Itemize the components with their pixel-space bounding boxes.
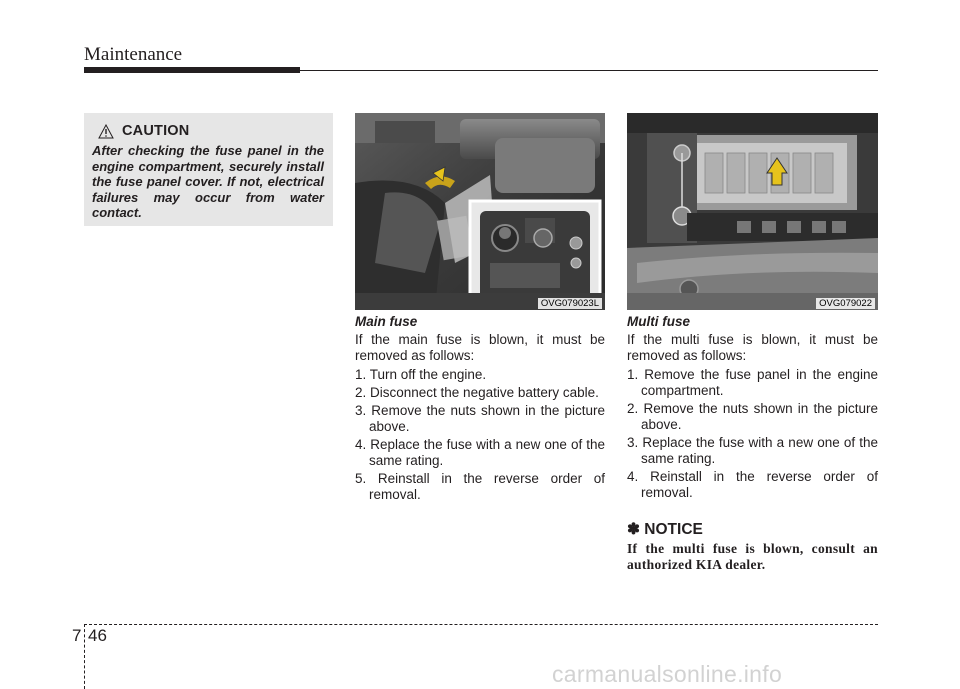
- caution-box: [84, 113, 333, 226]
- main-fuse-photo-caption: OVG079023L: [538, 298, 602, 309]
- main-fuse-steps: [355, 367, 605, 503]
- footer-rule: [84, 624, 878, 625]
- chapter-number: 7: [72, 626, 82, 645]
- header-bar: [84, 67, 300, 73]
- engine-compartment-image: [355, 113, 605, 310]
- page-section-title: Maintenance: [84, 44, 183, 65]
- list-item: 1. Turn off the engine.: [355, 367, 487, 382]
- multi-fuse-steps: [627, 367, 878, 501]
- footer-divider: [84, 624, 85, 689]
- multi-fuse-photo: [627, 113, 878, 310]
- multi-fuse-title: Multi fuse: [627, 314, 690, 329]
- caution-header: [98, 121, 324, 141]
- fuse-panel-image: [627, 113, 878, 310]
- list-item: 5. Reinstall in the reverse order of removal.: [355, 471, 605, 502]
- multi-fuse-photo-caption: OVG079022: [816, 298, 875, 309]
- notice-title: ✽ NOTICE: [627, 521, 703, 538]
- header-rule: [300, 70, 878, 71]
- caution-title: CAUTION: [122, 123, 190, 139]
- warning-triangle-icon: [98, 124, 114, 139]
- list-item: 1. Remove the fuse panel in the engine compartment.: [627, 367, 878, 398]
- list-item: 3. Remove the nuts shown in the picture above.: [355, 403, 605, 434]
- main-fuse-photo: [355, 113, 605, 310]
- multi-fuse-section: [627, 314, 878, 573]
- watermark: carmanualsonline.info: [552, 661, 783, 687]
- notice-text: If the multi fuse is blown, consult an authorized KIA dealer.: [627, 541, 878, 572]
- list-item: 4. Replace the fuse with a new one of the same rating.: [355, 437, 605, 468]
- list-item: 2. Disconnect the negative battery cable.: [355, 385, 599, 400]
- list-item: 4. Reinstall in the reverse order of removal.: [627, 469, 878, 500]
- main-fuse-title: Main fuse: [355, 314, 418, 329]
- multi-fuse-intro: If the multi fuse is blown, it must be removed as follows:: [627, 332, 878, 363]
- caution-text: After checking the fuse panel in the engine compartment, securely install the fuse panel cover. If not, electrical failures may occur from water contact.: [92, 143, 324, 220]
- main-fuse-section: [355, 314, 605, 505]
- page-number: 46: [88, 626, 107, 645]
- main-fuse-intro: If the main fuse is blown, it must be removed as follows:: [355, 332, 605, 363]
- list-item: 3. Replace the fuse with a new one of the same rating.: [627, 435, 878, 466]
- list-item: 2. Remove the nuts shown in the picture above.: [627, 401, 878, 432]
